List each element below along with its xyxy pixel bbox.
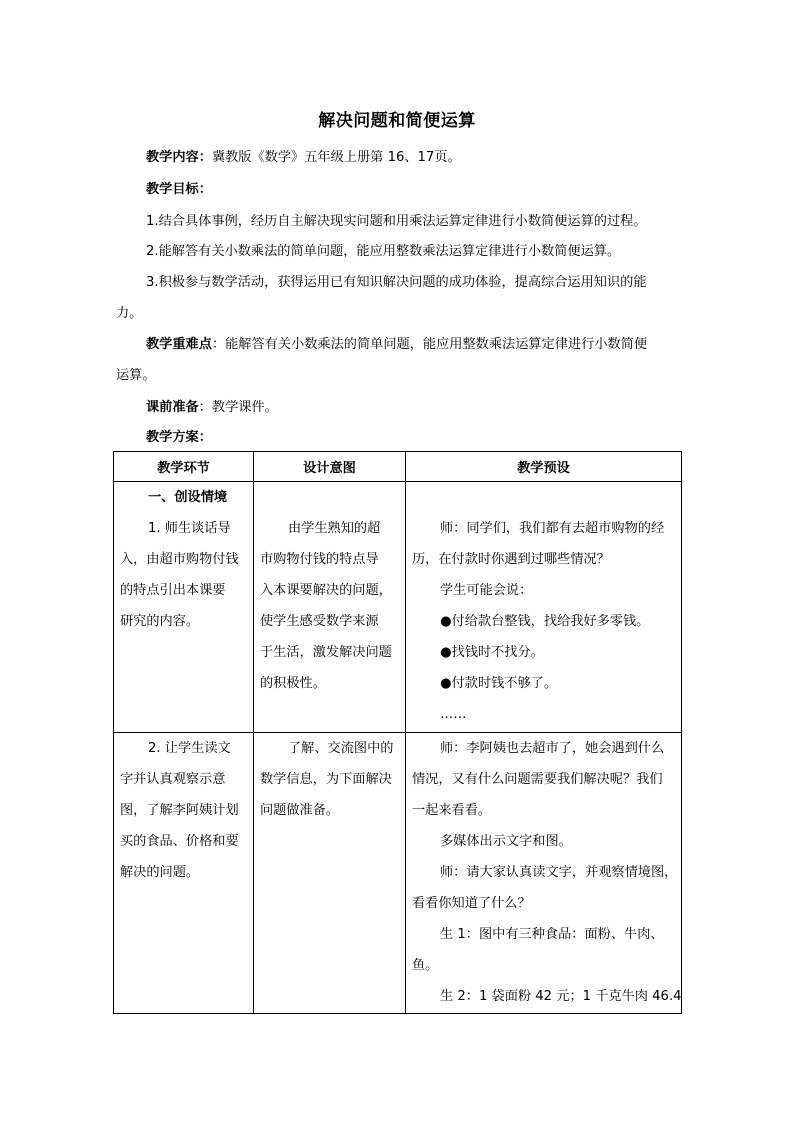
- cell-line: 解决的问题。: [120, 865, 200, 880]
- cell-line: 师：同学们，我们都有去超市购物的经: [440, 521, 665, 536]
- objective-item: 1.结合具体事例，经历自主解决现实问题和用乘法运算定律进行小数简便运算的过程。: [146, 214, 647, 229]
- cell-line: 鱼。: [412, 958, 439, 973]
- cell-line: 学生可能会说：: [440, 583, 533, 598]
- content-line: [146, 146, 682, 165]
- cell-line: 师：李阿姨也去超市了，她会遇到什么: [440, 741, 665, 756]
- cell-line: 买的食品、价格和要: [120, 834, 239, 849]
- table-row: [114, 482, 682, 733]
- row1-teaching-preset: [406, 482, 682, 733]
- plan-label: 教学方案：: [146, 430, 212, 445]
- cell-line: 于生活，激发解决问题: [260, 645, 392, 660]
- row2-design-intent: [254, 733, 406, 1014]
- row1-design-intent: [254, 482, 406, 733]
- cell-line: ●付给款台整钱，找给我好多零钱。: [440, 614, 650, 629]
- cell-line: 图，了解李阿姨计划: [120, 803, 239, 818]
- cell-line: 数学信息，为下面解决: [260, 772, 392, 787]
- cell-line: 生 1：图中有三种食品：面粉、牛肉、: [440, 927, 664, 942]
- cell-line: 研究的内容。: [120, 614, 200, 629]
- cell-line: 1. 师生谈话导: [148, 521, 231, 536]
- row2-teaching-step: [114, 733, 254, 1014]
- objective-item: 2.能解答有关小数乘法的简单问题，能应用整数乘法运算定律进行小数简便运算。: [146, 244, 621, 259]
- objective-item: 3.积极参与数学活动，获得运用已有知识解决问题的成功体验，提高综合运用知识的能: [146, 275, 647, 290]
- cell-line: 了解、交流图中的: [288, 741, 394, 756]
- cell-line: 的积极性。: [260, 676, 326, 691]
- cell-line: 由学生熟知的超: [288, 521, 381, 536]
- cell-line: 师：请大家认真读文字，并观察情境图，: [440, 865, 678, 880]
- cell-line: 问题做准备。: [260, 803, 340, 818]
- cell-line: 市购物付钱的特点导: [260, 552, 379, 567]
- cell-spacer: [412, 482, 675, 513]
- cell-line: 看看你知道了什么？: [412, 896, 531, 911]
- row2-teaching-preset: [406, 733, 682, 1014]
- header-teaching-step: 教学环节: [114, 452, 254, 482]
- cell-line: 生 2：1 袋面粉 42 元；1 千克牛肉 46.4: [440, 989, 682, 1004]
- prep-line: [146, 396, 682, 415]
- cell-line: ●付款时钱不够了。: [440, 676, 558, 691]
- cell-line: 历，在付款时你遇到过哪些情况？: [412, 552, 610, 567]
- keypoints-text-continued: 运算。: [116, 368, 156, 383]
- cell-line: 的特点引出本课要: [120, 583, 226, 598]
- content-text: 冀教版《数学》五年级上册第 16、17页。: [211, 150, 461, 165]
- content-label: 教学内容：: [146, 150, 212, 165]
- table-header-row: [114, 452, 682, 482]
- cell-line: 一起来看看。: [412, 803, 492, 818]
- prep-text: ：教学课件。: [198, 400, 278, 415]
- cell-line: ……: [440, 707, 467, 722]
- cell-line: ●找钱时不找分。: [440, 645, 544, 660]
- keypoints-label: 教学重难点: [146, 337, 212, 352]
- table-row: [114, 733, 682, 1014]
- page-title: 解决问题和简便运算: [318, 111, 476, 131]
- cell-spacer: [260, 482, 399, 513]
- cell-line: 多媒体出示文字和图。: [440, 834, 572, 849]
- objectives-label: 教学目标：: [146, 182, 212, 197]
- keypoints-line: [146, 333, 682, 352]
- header-design-intent: 设计意图: [254, 452, 406, 482]
- lesson-plan-table: [113, 451, 682, 1014]
- cell-line: 字并认真观察示意: [120, 772, 226, 787]
- cell-line: 入，由超市购物付钱: [120, 552, 239, 567]
- prep-label: 课前准备: [146, 400, 199, 415]
- objective-item-continued: 力。: [116, 306, 143, 321]
- header-teaching-preset: 教学预设: [406, 452, 682, 482]
- cell-line: 使学生感受数学来源: [260, 614, 379, 629]
- cell-line: 2. 让学生读文: [148, 741, 231, 756]
- cell-line: 情况，又有什么问题需要我们解决呢？我们: [412, 772, 663, 787]
- cell-line: 入本课要解决的问题，: [260, 583, 392, 598]
- row1-teaching-step: [114, 482, 254, 733]
- keypoints-text: ：能解答有关小数乘法的简单问题，能应用整数乘法运算定律进行小数简便: [211, 337, 648, 352]
- section-heading: 一、创设情境: [148, 490, 228, 505]
